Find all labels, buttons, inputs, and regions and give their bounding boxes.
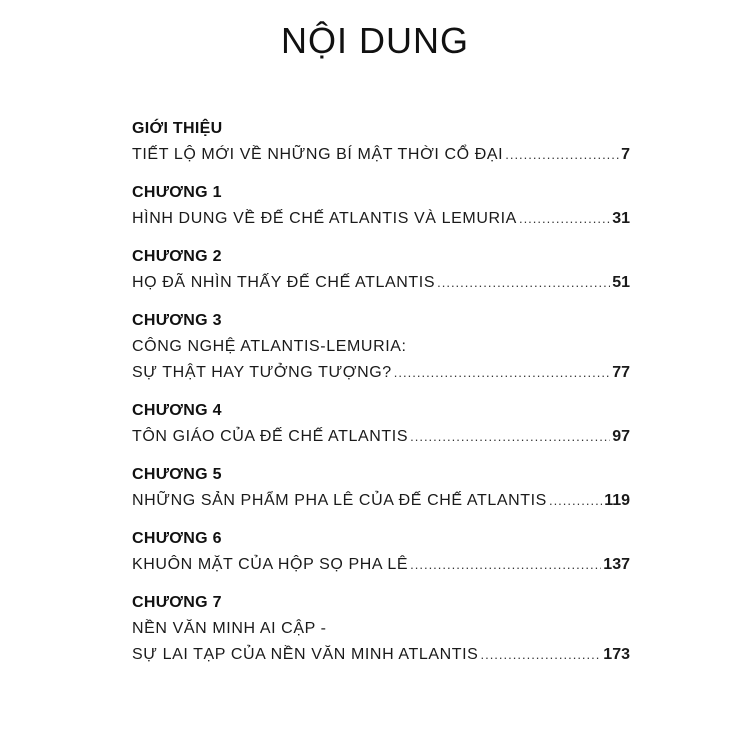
toc-entry[interactable] [132, 206, 630, 232]
table-of-contents [132, 116, 630, 680]
page-number: 51 [612, 274, 630, 291]
entry-title: CÔNG NGHỆ ATLANTIS-LEMURIA: [132, 338, 407, 355]
toc-section-chapter-4 [132, 398, 630, 450]
entry-title: SỰ LAI TẠP CỦA NỀN VĂN MINH ATLANTIS [132, 646, 479, 663]
toc-entry[interactable] [132, 142, 630, 168]
toc-entry[interactable] [132, 488, 630, 514]
dot-leader [549, 488, 602, 514]
entry-title: TÔN GIÁO CỦA ĐẾ CHẾ ATLANTIS [132, 428, 409, 445]
page-number: 119 [604, 492, 630, 509]
toc-section-intro [132, 116, 630, 168]
section-heading: CHƯƠNG 3 [132, 312, 222, 329]
toc-entry-line [132, 616, 630, 642]
entry-title: NỀN VĂN MINH AI CẬP - [132, 620, 327, 637]
section-heading: GIỚI THIỆU [132, 120, 223, 137]
entry-title: KHUÔN MẶT CỦA HỘP SỌ PHA LÊ [132, 556, 409, 573]
dot-leader [394, 360, 610, 386]
page-number: 173 [603, 646, 630, 663]
toc-section-chapter-5 [132, 462, 630, 514]
entry-title: HÌNH DUNG VỀ ĐẾ CHẾ ATLANTIS VÀ LEMURIA [132, 210, 517, 227]
page-number: 31 [612, 210, 630, 227]
dot-leader [410, 424, 610, 450]
section-heading: CHƯƠNG 7 [132, 594, 222, 611]
toc-entry[interactable] [132, 642, 630, 668]
dot-leader [410, 552, 601, 578]
entry-title: NHỮNG SẢN PHẨM PHA LÊ CỦA ĐẾ CHẾ ATLANTIS [132, 492, 547, 509]
toc-section-chapter-2 [132, 244, 630, 296]
toc-entry[interactable] [132, 360, 630, 386]
toc-entry-line [132, 334, 630, 360]
dot-leader [505, 142, 619, 168]
page-number: 7 [621, 146, 630, 163]
toc-section-chapter-3 [132, 308, 630, 386]
toc-section-chapter-7 [132, 590, 630, 668]
toc-section-chapter-6 [132, 526, 630, 578]
section-heading: CHƯƠNG 4 [132, 402, 222, 419]
toc-entry[interactable] [132, 552, 630, 578]
dot-leader [519, 206, 610, 232]
toc-entry[interactable] [132, 424, 630, 450]
section-heading: CHƯƠNG 2 [132, 248, 222, 265]
page-title: NỘI DUNG [281, 20, 469, 61]
dot-leader [480, 642, 601, 668]
page-number: 97 [612, 428, 630, 445]
dot-leader [437, 270, 610, 296]
entry-title: TIẾT LỘ MỚI VỀ NHỮNG BÍ MẬT THỜI CỔ ĐẠI [132, 146, 504, 163]
page-number: 137 [603, 556, 630, 573]
page-number: 77 [612, 364, 630, 381]
entry-title: SỰ THẬT HAY TƯỞNG TƯỢNG? [132, 364, 392, 381]
section-heading: CHƯƠNG 5 [132, 466, 222, 483]
section-heading: CHƯƠNG 1 [132, 184, 222, 201]
section-heading: CHƯƠNG 6 [132, 530, 222, 547]
toc-section-chapter-1 [132, 180, 630, 232]
toc-entry[interactable] [132, 270, 630, 296]
entry-title: HỌ ĐÃ NHÌN THẤY ĐẾ CHẾ ATLANTIS [132, 274, 436, 291]
